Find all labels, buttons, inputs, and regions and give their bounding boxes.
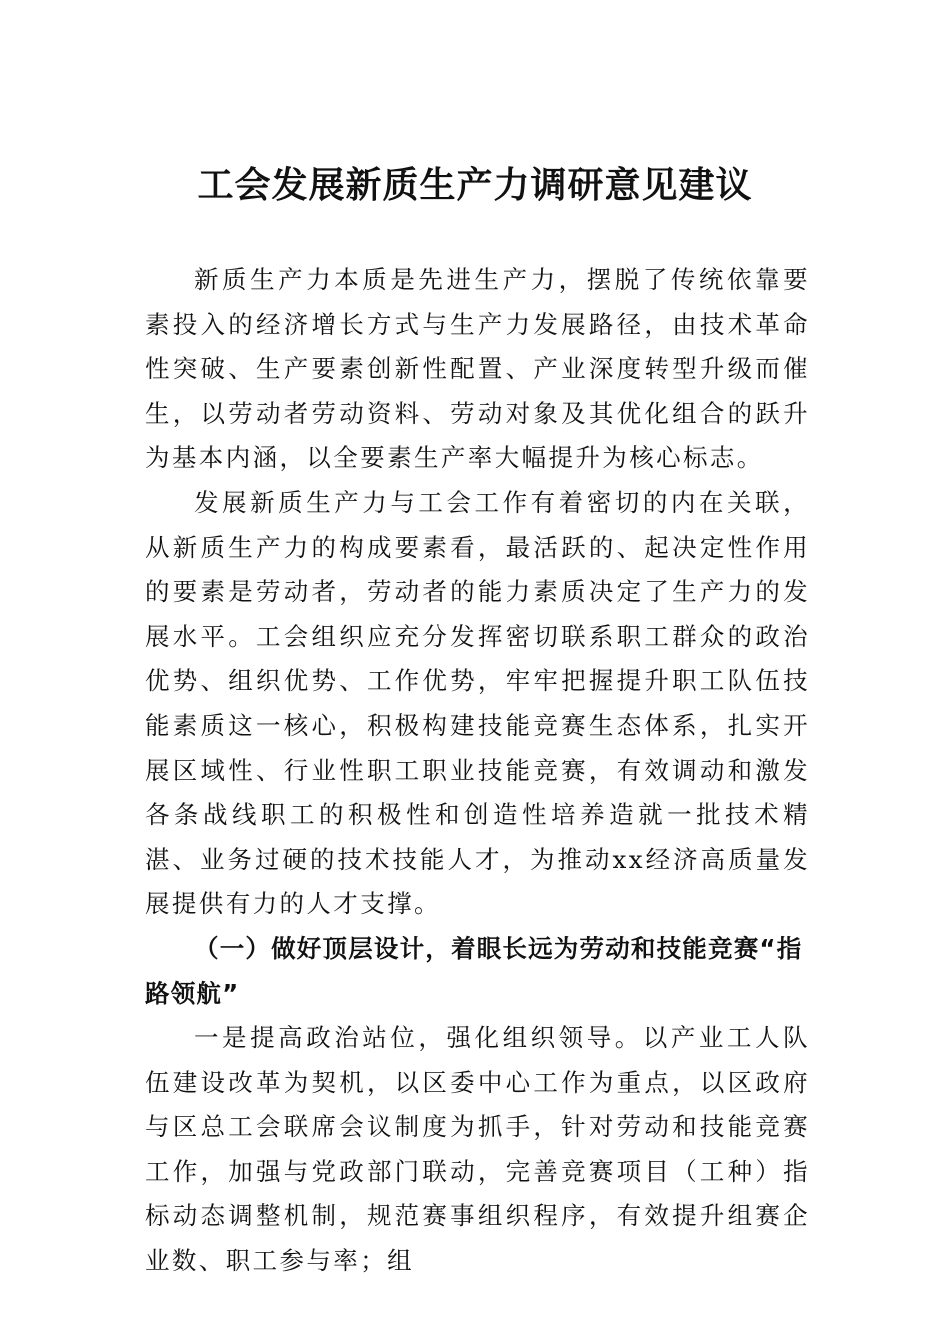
body-paragraph-2: 发展新质生产力与工会工作有着密切的内在关联，从新质生产力的构成要素看，最活跃的、起决定性作用的要素是劳动者，劳动者的能力素质决定了生产力的发展水平。工会组织应充分发挥密切联系职工群众的政治优势、组织优势、工作优势，牢牢把握提升职工队伍技能素质这一核心，积极构建技能竞赛生态体系，扎实开展区域性、行业性职工职业技能竞赛，有效调动和激发各条战线职工的积极性和创造性培养造就一批技术精湛、业务过硬的技术技能人才，为推动xx经济高质量发展提供有力的人才支撑。 (145, 487, 810, 919)
body-paragraph-1: 新质生产力本质是先进生产力，摆脱了传统依靠要素投入的经济增长方式与生产力发展路径，由技术革命性突破、生产要素创新性配置、产业深度转型升级而催生，以劳动者劳动资料、劳动对象及其优化组合的跃升为基本内涵，以全要素生产率大幅提升为核心标志。 (145, 265, 810, 473)
section-heading-1: （一）做好顶层设计，着眼长远为劳动和技能竞赛“指路领航” (145, 933, 803, 1008)
section-paragraph-1: 一是提高政治站位，强化组织领导。以产业工人队伍建设改革为契机，以区委中心工作为重点，以区政府与区总工会联席会议制度为抓手，针对劳动和技能竞赛工作，加强与党政部门联动，完善竞赛项目（工种）指标动态调整机制，规范赛事组织程序，有效提升组赛企业数、职工参与率；组 (145, 1023, 810, 1276)
document-body (145, 258, 810, 1284)
document-title: 工会发展新质生产力调研意见建议 (197, 164, 753, 206)
